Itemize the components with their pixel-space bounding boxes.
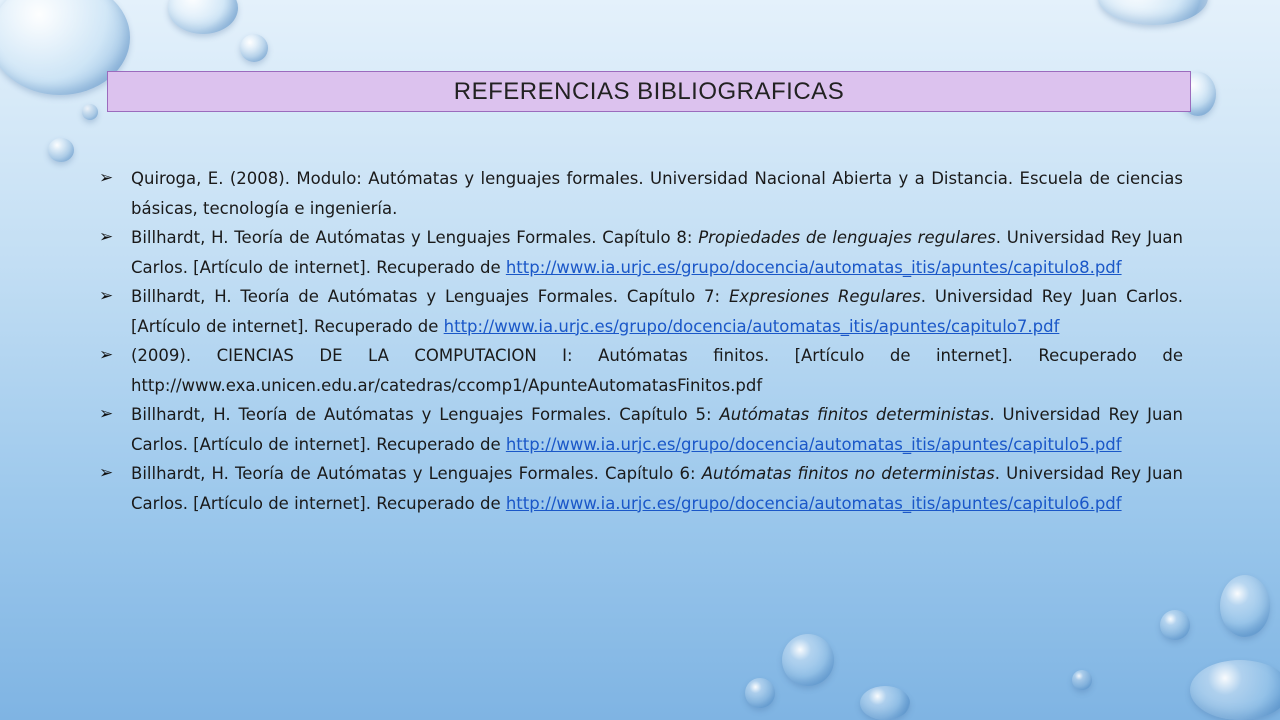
reference-link[interactable]: http://www.ia.urjc.es/grupo/docencia/automatas_itis/apuntes/capitulo6.pdf (505, 493, 1122, 513)
arrow-bullet-icon: ➢ (99, 227, 114, 247)
water-bubble-decoration (745, 678, 775, 708)
water-bubble-decoration (1098, 0, 1208, 25)
reference-text: (2009). CIENCIAS DE LA COMPUTACION I: Autómatas finitos. [Artículo de internet]. Recuperado de http://www.exa.unicen.edu.ar/catedras/ccomp1/ApunteAutomatasFinitos.pdf (131, 346, 1183, 395)
reference-item (99, 282, 1183, 341)
reference-text: Billhardt, H. Teoría de Autómatas y Lenguajes Formales. Capítulo 8: (131, 228, 699, 247)
water-bubble-decoration (1220, 575, 1270, 637)
reference-text: Billhardt, H. Teoría de Autómatas y Lenguajes Formales. Capítulo 7: (131, 287, 729, 306)
water-bubble-decoration (82, 104, 98, 120)
reference-item (99, 459, 1183, 518)
water-bubble-decoration (1190, 660, 1280, 720)
slide-title: REFERENCIAS BIBLIOGRAFICAS (453, 77, 845, 105)
reference-text: Quiroga, E. (2008). Modulo: Autómatas y lenguajes formales. Universidad Nacional Abierta y a Distancia. Escuela de ciencias básicas, tecnología e ingeniería. (131, 169, 1183, 218)
water-bubble-decoration (168, 0, 238, 34)
references-list (99, 164, 1183, 518)
reference-text: Billhardt, H. Teoría de Autómatas y Lenguajes Formales. Capítulo 5: (131, 405, 720, 424)
water-bubble-decoration (1160, 610, 1190, 640)
reference-item (99, 223, 1183, 282)
arrow-bullet-icon: ➢ (99, 404, 114, 424)
arrow-bullet-icon: ➢ (99, 345, 114, 365)
reference-link[interactable]: http://www.ia.urjc.es/grupo/docencia/automatas_itis/apuntes/capitulo7.pdf (443, 316, 1060, 336)
arrow-bullet-icon: ➢ (99, 286, 114, 306)
reference-text: . Universidad Rey Juan Carlos. [Artículo de internet]. Recuperado de (131, 464, 1184, 513)
reference-text: . Universidad Rey Juan Carlos. [Artículo de internet]. Recuperado de (131, 287, 1184, 336)
reference-link[interactable]: http://www.ia.urjc.es/grupo/docencia/automatas_itis/apuntes/capitulo8.pdf (505, 257, 1122, 277)
water-bubble-decoration (240, 34, 268, 62)
reference-link[interactable]: http://www.ia.urjc.es/grupo/docencia/automatas_itis/apuntes/capitulo5.pdf (505, 434, 1122, 454)
reference-item (99, 164, 1183, 223)
arrow-bullet-icon: ➢ (99, 463, 114, 483)
water-bubble-decoration (48, 138, 74, 162)
reference-text: . Universidad Rey Juan Carlos. [Artículo de internet]. Recuperado de (131, 405, 1183, 454)
arrow-bullet-icon: ➢ (99, 168, 114, 188)
water-bubble-decoration (860, 686, 910, 720)
reference-chapter-title: Expresiones Regulares (729, 287, 921, 306)
reference-chapter-title: Autómatas finitos deterministas (719, 405, 990, 424)
reference-item (99, 400, 1183, 459)
reference-chapter-title: Autómatas finitos no deterministas (701, 464, 995, 483)
reference-text: Billhardt, H. Teoría de Autómatas y Lenguajes Formales. Capítulo 6: (131, 464, 702, 483)
water-bubble-decoration (1072, 670, 1092, 690)
reference-item (99, 341, 1183, 400)
slide-title-box (107, 71, 1191, 112)
reference-chapter-title: Propiedades de lenguajes regulares (698, 228, 996, 247)
water-bubble-decoration (782, 634, 834, 686)
reference-text: . Universidad Rey Juan Carlos. [Artículo de internet]. Recuperado de (131, 228, 1183, 277)
